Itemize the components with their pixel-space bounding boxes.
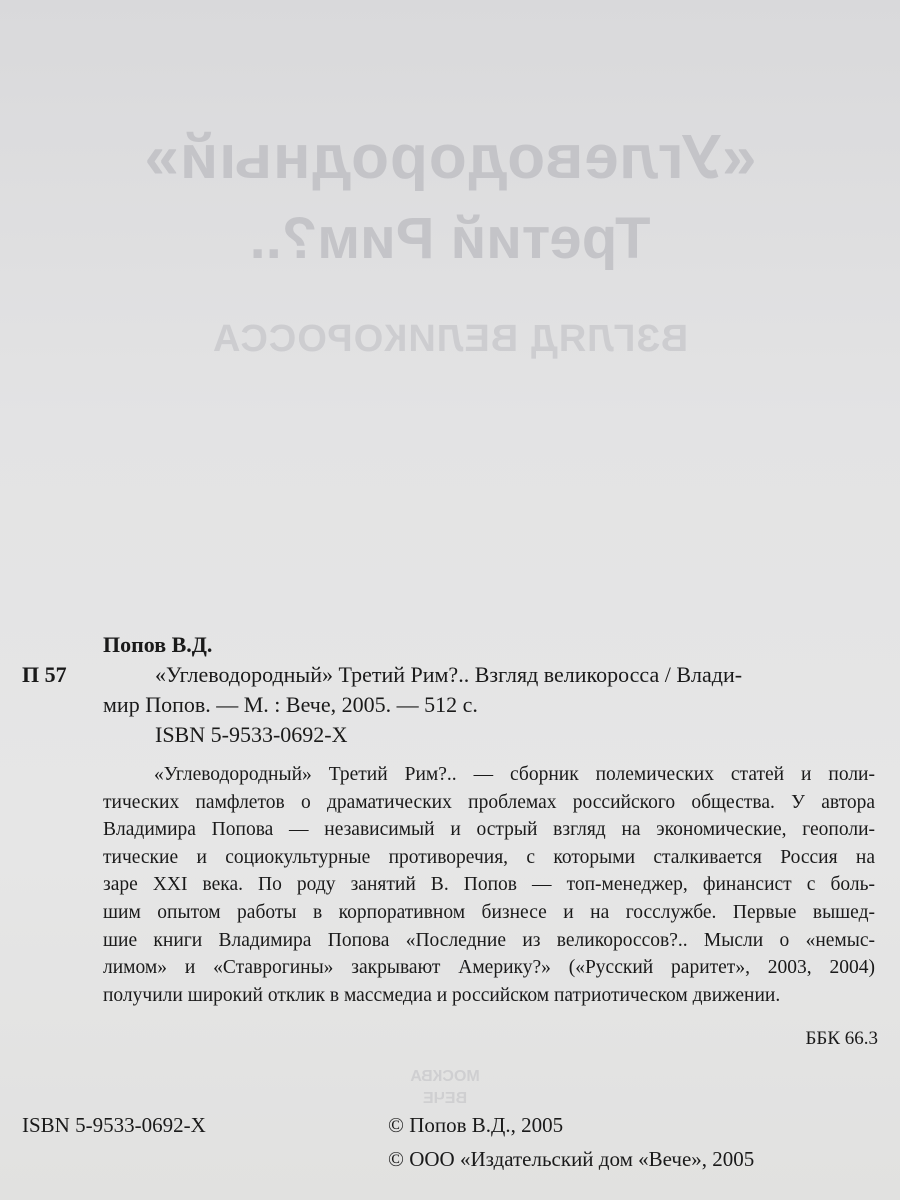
bleed-title-line1: «Углеводородный» (143, 123, 757, 192)
bibliographic-line-2: мир Попов. — М. : Вече, 2005. — 512 с. (103, 692, 478, 717)
abstract (103, 761, 875, 1009)
abstract-line: Владимира Попова — независимый и острый взгляд на экономические, геополи- (103, 819, 875, 841)
footer-isbn: ISBN 5-9533-0692-Х (22, 1113, 206, 1137)
copyright-publisher: © ООО «Издательский дом «Вече», 2005 (388, 1147, 755, 1171)
bleed-through-imprint (405, 1066, 485, 1110)
copyright-author: © Попов В.Д., 2005 (388, 1113, 564, 1137)
abstract-line: тические и социокультурные противоречия, с которыми сталкивается Россия на (103, 846, 875, 868)
bibliographic-line-1: «Углеводородный» Третий Рим?.. Взгляд великоросса / Влади- (155, 662, 743, 687)
abstract-line: лимом» и «Ставрогины» закрывают Америку?» («Русский раритет», 2003, 2004) (103, 957, 875, 979)
bbk-code: ББК 66.3 (805, 1028, 878, 1049)
bleed-subtitle: ВЗГЛЯД ВЕЛИКОРОССА (211, 318, 689, 360)
catalog-isbn: ISBN 5-9533-0692-Х (155, 722, 348, 747)
bleed-through-title (0, 0, 900, 400)
abstract-line: получили широкий отклик в массмедиа и российском патриотическом движении. (103, 984, 781, 1006)
catalog-author: Попов В.Д. (103, 632, 213, 657)
catalog-code: П 57 (22, 662, 67, 687)
bleed-title-line2: Третий Рим?.. (249, 206, 651, 271)
bleed-imprint-publisher: ВЕЧЕ (422, 1090, 468, 1107)
bleed-imprint-city: МОСКВА (410, 1068, 480, 1085)
abstract-line: шие книги Владимира Попова «Последние из великороссов?.. Мысли о «немыс- (103, 929, 875, 951)
abstract-line: «Углеводородный» Третий Рим?.. — сборник полемических статей и поли- (154, 764, 875, 785)
abstract-line: тических памфлетов о драматических проблемах российского общества. У автора (103, 791, 875, 813)
abstract-line: заре XXI века. По роду занятий В. Попов — топ-менеджер, финансист с боль- (103, 874, 875, 896)
abstract-line: шим опытом работы в корпоративном бизнесе и на госслужбе. Первые вышед- (103, 901, 875, 923)
